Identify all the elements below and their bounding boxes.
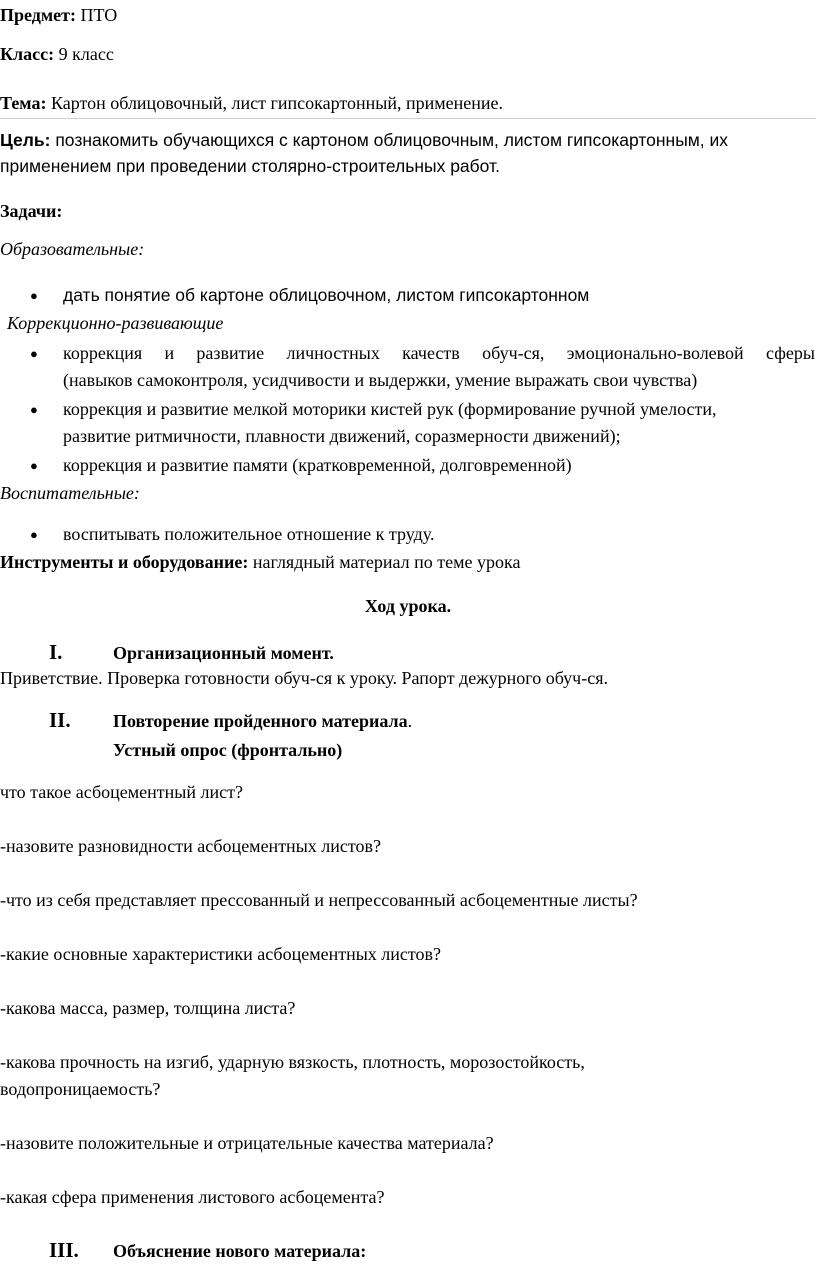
- subject-label: Предмет:: [0, 5, 76, 25]
- tools-label: Инструменты и оборудование:: [0, 552, 249, 572]
- question-1: что такое асбоцементный лист?: [0, 782, 243, 802]
- goal-label: Цель:: [0, 130, 51, 150]
- bullet-icon: ●: [30, 458, 38, 473]
- question-6-line-1: -какова прочность на изгиб, ударную вязкость, плотность, морозостойкость,: [0, 1052, 585, 1072]
- correctional-item-1-line-1: коррекция и развитие личностных качеств обуч-ся, эмоционально-волевой сферы: [63, 343, 815, 363]
- upbringing-label: Воспитательные:: [0, 483, 140, 503]
- section-2-title-line: [113, 710, 412, 732]
- goal-line-2: [0, 155, 500, 177]
- correctional-item-2-line-2: развитие ритмичности, плавности движений, соразмерности движений);: [63, 426, 621, 446]
- tools-line: [0, 551, 520, 573]
- bullet-icon: ●: [30, 346, 38, 361]
- educational-item: дать понятие об картоне облицовочном, листом гипсокартонном: [63, 285, 590, 305]
- section-3-numeral: III.: [49, 1238, 79, 1262]
- section-2-numeral: II.: [49, 708, 71, 732]
- bullet-icon: ●: [30, 402, 38, 417]
- section-2-title-suffix: .: [407, 711, 413, 731]
- correctional-label: Коррекционно-развивающие: [7, 313, 224, 333]
- class-value: 9 класс: [58, 44, 114, 64]
- question-8: -какая сфера применения листового асбоцемента?: [0, 1187, 385, 1207]
- question-2: -назовите разновидности асбоцементных листов?: [0, 836, 382, 856]
- topic-label: Тема:: [0, 93, 47, 113]
- goal-line-1: [0, 129, 728, 151]
- question-5: -какова масса, размер, толщина листа?: [0, 998, 296, 1018]
- lesson-title: Ход урока.: [364, 596, 452, 616]
- question-3: -что из себя представляет прессованный и непрессованный асбоцементные листы?: [0, 890, 638, 910]
- question-4: -какие основные характеристики асбоцементных листов?: [0, 944, 442, 964]
- class-line: [0, 43, 114, 65]
- question-6-line-2: водопроницаемость?: [0, 1079, 161, 1099]
- goal-text-1: познакомить обучающихся с картоном облицовочным, листом гипсокартонным, их: [55, 130, 729, 150]
- correctional-item-3: коррекция и развитие памяти (кратковременной, долговременной): [63, 455, 572, 475]
- bullet-icon: ●: [30, 288, 38, 303]
- bullet-icon: ●: [30, 527, 38, 542]
- section-1-numeral: I.: [49, 640, 63, 664]
- section-3-title: Объяснение нового материала:: [113, 1241, 367, 1261]
- goal-text-2: применением при проведении столярно-строительных работ.: [0, 156, 500, 176]
- correctional-item-2-line-1: коррекция и развитие мелкой моторики кистей рук (формирование ручной умелости,: [63, 399, 717, 419]
- correctional-item-1-line-2: (навыков самоконтроля, усидчивости и выдержки, умение выражать свои чувства): [63, 370, 698, 390]
- topic-line: [0, 92, 503, 114]
- section-2-title: Повторение пройденного материала: [113, 711, 408, 731]
- tasks-title: Задачи:: [0, 201, 63, 221]
- section-1-text: Приветствие. Проверка готовности обуч-ся к уроку. Рапорт дежурного обуч-ся.: [0, 668, 609, 688]
- subject-line: [0, 4, 117, 26]
- educational-label: Образовательные:: [0, 239, 145, 259]
- class-label: Класс:: [0, 44, 55, 64]
- subject-value: ПТО: [80, 5, 118, 25]
- section-1-title: Организационный момент.: [113, 643, 334, 663]
- question-7: -назовите положительные и отрицательные качества материала?: [0, 1133, 494, 1153]
- divider: [0, 118, 816, 119]
- section-2-subtitle: Устный опрос (фронтально): [113, 740, 343, 760]
- topic-value: Картон облицовочный, лист гипсокартонный, применение.: [50, 93, 503, 113]
- upbringing-item: воспитывать положительное отношение к труду.: [63, 524, 435, 544]
- tools-value: наглядный материал по теме урока: [252, 552, 521, 572]
